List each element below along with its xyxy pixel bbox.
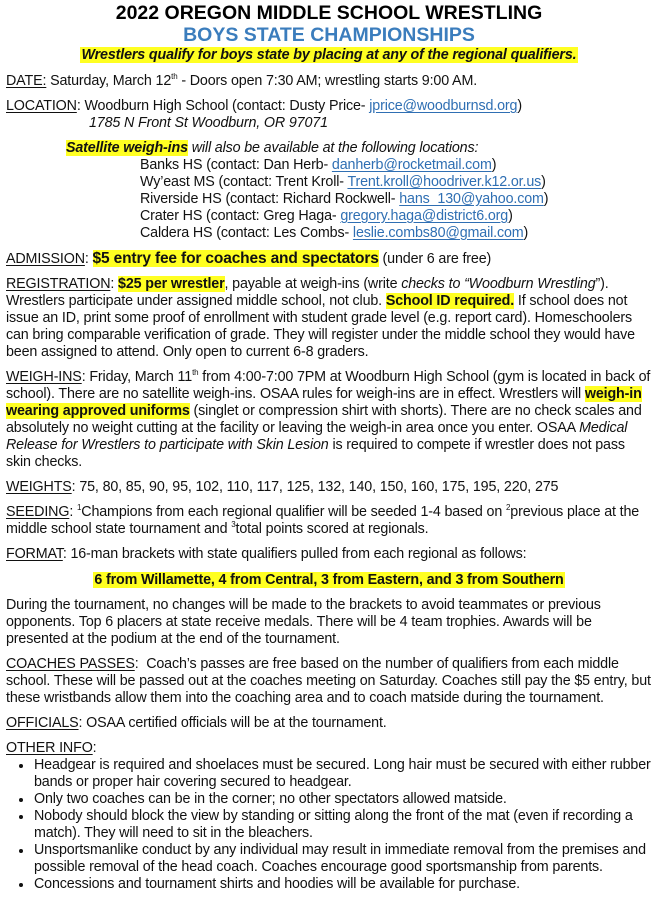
registration-sep: :	[110, 276, 119, 292]
coaches-text: : Coach’s passes are free based on the number of qualifiers from each middle school. These will be passed out at the coaches meeting on Saturday. Coaches still pay the $5 entry, but these wristbands allow them into the coaching area and to coach matside during the tournament.	[6, 656, 655, 706]
list-item: Concessions and tournament shirts and hoodies will be available for purchase.	[28, 876, 652, 893]
admission-sep: :	[84, 251, 93, 267]
date-section	[6, 73, 652, 90]
site-text: Wy’east MS (contact: Trent Kroll-	[140, 174, 348, 190]
admission-label: ADMISSION	[6, 251, 85, 267]
location-email-link[interactable]: jprice@woodburnsd.org	[369, 98, 518, 114]
site-text: Riverside HS (contact: Richard Rockwell-	[140, 191, 400, 207]
list-item: Nobody should block the view by standing or sitting along the front of the mat (even if recording a match). They will need to sit in the bleachers.	[28, 808, 652, 842]
satellite-site: Wy’east MS (contact: Trent Kroll- Trent.kroll@hoodriver.k12.or.us)	[140, 174, 546, 190]
page-subtitle: BOYS STATE CHAMPIONSHIPS	[183, 24, 475, 46]
seeding-sup: 2	[505, 503, 511, 513]
location-close: )	[517, 98, 522, 114]
seeding-text: previous place at the middle school state tournament and	[6, 504, 640, 537]
other-info-label: OTHER INFO	[6, 740, 93, 756]
satellite-highlight: Satellite weigh-ins	[66, 140, 188, 156]
flyer-page	[0, 2, 658, 901]
format-text: : 16-man brackets with state qualifiers pulled from each regional as follows:	[62, 546, 527, 562]
other-info-list	[6, 757, 652, 893]
officials-label: OFFICIALS	[6, 715, 79, 731]
seeding-sep: :	[69, 504, 77, 520]
date-label: DATE:	[6, 73, 47, 89]
weighins-text: is required to compete if wrestler does not pass skin checks.	[6, 437, 625, 470]
format-allocation-row	[6, 572, 652, 589]
seeding-text: Champions from each regional qualifier will be seeded 1-4 based on	[81, 504, 506, 520]
weighins-sup: th	[192, 368, 199, 378]
site-text: Banks HS (contact: Dan Herb-	[140, 157, 332, 173]
list-item: Headgear is required and shoelaces must be secured. Long hair must be secured with either rubber bands or proper hair covering secured to headgear.	[28, 757, 652, 791]
registration-section	[6, 276, 652, 361]
admission-section	[6, 250, 652, 268]
weights-list: : 75, 80, 85, 90, 95, 102, 110, 117, 125, 132, 140, 150, 160, 175, 195, 220, 275	[71, 479, 559, 495]
weighins-label: WEIGH-INS	[6, 369, 82, 385]
weights-label: WEIGHTS	[6, 479, 72, 495]
registration-fee: $25 per wrestler	[118, 276, 225, 292]
site-text: Crater HS (contact: Greg Haga-	[140, 208, 341, 224]
seeding-sup: 1	[76, 503, 82, 513]
admission-highlight: $5 entry fee for coaches and spectators	[92, 250, 379, 267]
seeding-label: SEEDING	[6, 504, 70, 520]
medical-release-italic: Medical Release for Wrestlers to participate with Skin Lesion	[6, 420, 628, 453]
officials-text: : OSAA certified officials will be at the tournament.	[78, 715, 387, 731]
registration-text: , payable at weigh-ins (write	[224, 276, 402, 292]
date-text-rest: - Doors open 7:30 AM; wrestling starts 9:00 AM.	[177, 73, 478, 89]
location-section	[6, 98, 652, 132]
seeding-sup: 3	[231, 520, 236, 530]
satellite-site: Banks HS (contact: Dan Herb- danherb@rocketmail.com)	[140, 157, 497, 173]
satellite-sites	[6, 157, 652, 242]
registration-text: If school does not issue an ID, print some proof of enrollment with student grade level (e.g. report card). Homeschoolers can bring comparable verification of grade. They will register under the middle school they would have been assigned to attend. Only open to current 6-8 graders.	[6, 293, 635, 360]
seeding-text: total points scored at regionals.	[235, 521, 429, 537]
site-text: Caldera HS (contact: Les Combs-	[140, 225, 353, 241]
site-email-link[interactable]: leslie.combs80@gmail.com	[352, 225, 524, 241]
seeding-section	[6, 504, 652, 538]
coaches-label: COACHES PASSES	[6, 656, 135, 672]
site-email-link[interactable]: gregory.haga@district6.org	[340, 208, 509, 224]
format-allocation: 6 from Willamette, 4 from Central, 3 from Eastern, and 3 from Southern	[94, 572, 564, 588]
weighins-section	[6, 369, 652, 471]
school-id-highlight: School ID required.	[385, 293, 515, 309]
registration-label: REGISTRATION	[6, 276, 111, 292]
satellite-site: Caldera HS (contact: Les Combs- leslie.combs80@gmail.com)	[140, 225, 529, 241]
tagline: Wrestlers qualify for boys state by placing at any of the regional qualifiers.	[81, 47, 577, 63]
officials-section	[6, 715, 652, 732]
site-email-link[interactable]: hans_130@yahoo.com	[399, 191, 544, 207]
location-text: : Woodburn High School (contact: Dusty Price-	[76, 98, 370, 114]
admission-text: (under 6 are free)	[378, 251, 492, 267]
registration-italic: checks to “Woodburn Wrestling	[401, 276, 596, 292]
other-info-section	[6, 740, 652, 893]
satellite-section	[6, 140, 652, 157]
format-section	[6, 546, 652, 563]
site-email-link[interactable]: danherb@rocketmail.com	[331, 157, 492, 173]
format-label: FORMAT	[6, 546, 63, 562]
coaches-section	[6, 656, 655, 707]
registration-text: ”). Wrestlers participate under assigned middle school, not club.	[6, 276, 609, 309]
uniform-highlight: weigh-in wearing approved uniforms	[6, 386, 642, 419]
location-address: 1785 N Front St Woodburn, OR 97071	[89, 115, 328, 131]
weighins-text: : Friday, March 11	[81, 369, 193, 385]
weighins-text: from 4:00-7:00 7PM at Woodburn High School (gym is located in back of school). There are no satellite weigh-ins. OSAA rules for weigh-ins are in effect. Wrestlers will	[6, 369, 651, 402]
format-paragraph: During the tournament, no changes will be made to the brackets to avoid teammates or previous opponents. Top 6 placers at state receive medals. There will be 4 team trophies. Awards will be presented at the podium at the end of the tournament.	[6, 597, 601, 647]
satellite-site: Riverside HS (contact: Richard Rockwell- hans_130@yahoo.com)	[140, 191, 549, 207]
satellite-text: will also be available at the following locations:	[187, 140, 479, 156]
weights-section	[6, 479, 652, 496]
weighins-text: (singlet or compression shirt with shorts). There are no check scales and absolutely no weight cutting at the facility or leaving the weigh-in area once you enter. OSAA	[6, 403, 642, 436]
satellite-site: Crater HS (contact: Greg Haga- gregory.haga@district6.org)	[140, 208, 513, 224]
page-title: 2022 OREGON MIDDLE SCHOOL WRESTLING	[115, 2, 543, 24]
list-item: Unsportsmanlike conduct by any individual may result in immediate removal from the premises and possible removal of the head coach. Coaches encourage good sportsmanship from parents.	[28, 842, 652, 876]
list-item: Only two coaches can be in the corner; no other spectators allowed matside.	[28, 791, 652, 808]
date-sup: th	[171, 72, 178, 82]
site-email-link[interactable]: Trent.kroll@hoodriver.k12.or.us	[347, 174, 542, 190]
other-info-sep: :	[92, 740, 97, 756]
location-label: LOCATION	[6, 98, 77, 114]
date-text: Saturday, March 12	[46, 73, 172, 89]
tagline-row	[6, 46, 652, 64]
